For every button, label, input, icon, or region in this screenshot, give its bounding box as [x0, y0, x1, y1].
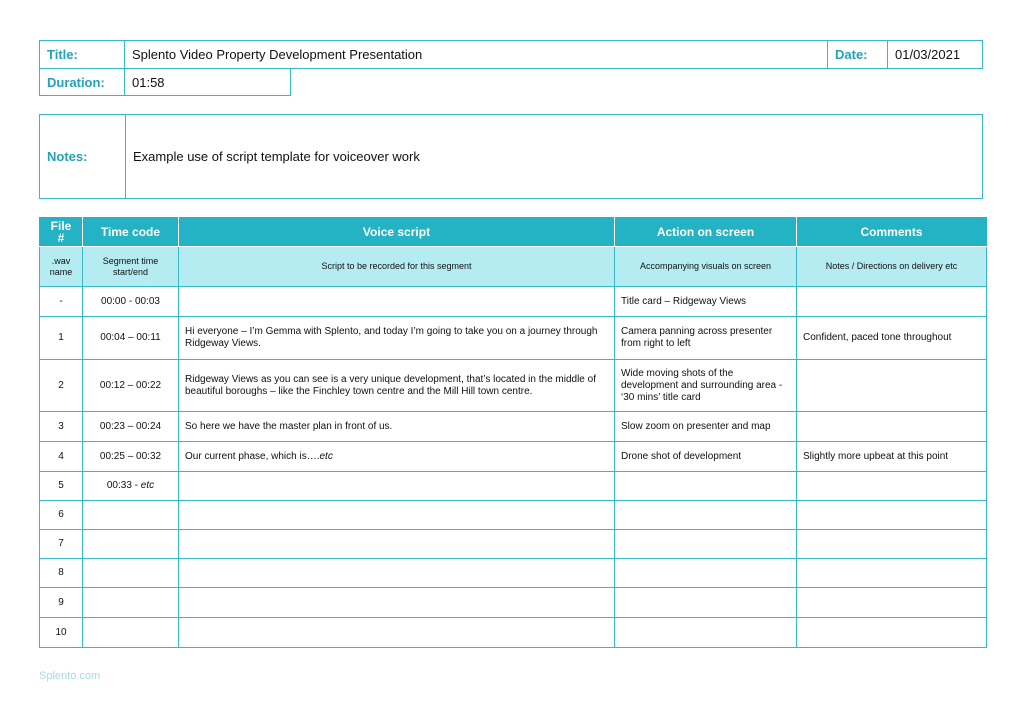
- col-header-action: Action on screen: [615, 218, 797, 247]
- file-cell[interactable]: 6: [40, 501, 83, 530]
- script-cell[interactable]: [179, 442, 615, 472]
- action-cell[interactable]: Camera panning across presenter from right to left: [615, 317, 797, 360]
- col-header-voice-script: Voice script: [179, 218, 615, 247]
- table-row: [40, 442, 987, 472]
- time-cell[interactable]: 00:23 – 00:24: [83, 412, 179, 442]
- table-row: [40, 317, 987, 360]
- time-cell[interactable]: [83, 559, 179, 588]
- notes-label: Notes:: [47, 149, 88, 164]
- notes-value[interactable]: Example use of script template for voiceover work: [133, 149, 420, 164]
- title-label: Title:: [47, 47, 78, 62]
- comment-cell[interactable]: [797, 559, 987, 588]
- script-table: [39, 217, 987, 648]
- time-cell[interactable]: 00:04 – 00:11: [83, 317, 179, 360]
- time-cell[interactable]: [83, 501, 179, 530]
- action-cell[interactable]: Drone shot of development: [615, 442, 797, 472]
- script-cell[interactable]: [179, 588, 615, 618]
- script-cell[interactable]: [179, 501, 615, 530]
- table-row: [40, 559, 987, 588]
- comment-cell[interactable]: [797, 530, 987, 559]
- comment-cell[interactable]: [797, 618, 987, 648]
- file-cell[interactable]: 4: [40, 442, 83, 472]
- comment-cell[interactable]: [797, 588, 987, 618]
- script-cell[interactable]: [179, 472, 615, 501]
- time-cell[interactable]: 00:00 - 00:03: [83, 287, 179, 317]
- time-text: 00:33 -: [106, 480, 141, 491]
- file-cell[interactable]: 5: [40, 472, 83, 501]
- date-label: Date:: [835, 47, 868, 62]
- table-row: [40, 588, 987, 618]
- file-cell[interactable]: 9: [40, 588, 83, 618]
- action-cell[interactable]: Wide moving shots of the development and surrounding area - ‘30 mins’ title card: [615, 360, 797, 412]
- time-etc: etc: [140, 480, 155, 491]
- action-cell[interactable]: [615, 559, 797, 588]
- comment-cell[interactable]: [797, 360, 987, 412]
- duration-value[interactable]: 01:58: [132, 74, 165, 90]
- comment-cell[interactable]: Slightly more upbeat at this point: [797, 442, 987, 472]
- script-cell[interactable]: [179, 287, 615, 317]
- action-cell[interactable]: Title card – Ridgeway Views: [615, 287, 797, 317]
- column-header-row: [40, 218, 987, 247]
- time-cell[interactable]: 00:25 – 00:32: [83, 442, 179, 472]
- time-cell[interactable]: 00:12 – 00:22: [83, 360, 179, 412]
- action-cell[interactable]: [615, 618, 797, 648]
- script-cell[interactable]: Ridgeway Views as you can see is a very unique development, that’s located in the middle of beautiful boroughs – like the Finchley town centre and the Mill Hill town centre.: [179, 360, 615, 412]
- time-cell[interactable]: [83, 472, 179, 501]
- script-cell[interactable]: Hi everyone – I’m Gemma with Splento, and today I’m going to take you on a journey through Ridgeway Views.: [179, 317, 615, 360]
- comment-cell[interactable]: [797, 501, 987, 530]
- title-row: [39, 40, 983, 69]
- notes-box: [39, 114, 983, 199]
- action-cell[interactable]: [615, 472, 797, 501]
- script-cell[interactable]: [179, 530, 615, 559]
- table-row: [40, 360, 987, 412]
- action-cell[interactable]: [615, 588, 797, 618]
- table-row: [40, 412, 987, 442]
- time-cell[interactable]: [83, 618, 179, 648]
- script-cell[interactable]: So here we have the master plan in front of us.: [179, 412, 615, 442]
- script-cell[interactable]: [179, 559, 615, 588]
- action-cell[interactable]: [615, 530, 797, 559]
- footer-brand: Splento.com: [39, 670, 101, 682]
- duration-label: Duration:: [47, 74, 105, 90]
- script-text: Our current phase, which is….: [185, 450, 320, 462]
- comment-cell[interactable]: Confident, paced tone throughout: [797, 317, 987, 360]
- col-header-timecode: Time code: [83, 218, 179, 247]
- duration-row: [39, 68, 291, 96]
- table-row: [40, 287, 987, 317]
- file-cell[interactable]: 2: [40, 360, 83, 412]
- comment-cell[interactable]: [797, 472, 987, 501]
- time-cell[interactable]: [83, 530, 179, 559]
- table-row: [40, 501, 987, 530]
- script-cell[interactable]: [179, 618, 615, 648]
- file-cell[interactable]: -: [40, 287, 83, 317]
- comment-cell[interactable]: [797, 287, 987, 317]
- subheader-action: Accompanying visuals on screen: [615, 247, 797, 287]
- col-header-comments: Comments: [797, 218, 987, 247]
- subheader-row: [40, 247, 987, 287]
- subheader-comments: Notes / Directions on delivery etc: [797, 247, 987, 287]
- title-value[interactable]: Splento Video Property Development Presentation: [132, 47, 423, 62]
- file-cell[interactable]: 1: [40, 317, 83, 360]
- action-cell[interactable]: [615, 501, 797, 530]
- script-etc: etc: [319, 450, 333, 462]
- file-cell[interactable]: 7: [40, 530, 83, 559]
- action-cell[interactable]: Slow zoom on presenter and map: [615, 412, 797, 442]
- date-value[interactable]: 01/03/2021: [895, 47, 961, 62]
- table-row: [40, 530, 987, 559]
- comment-cell[interactable]: [797, 412, 987, 442]
- table-row: [40, 618, 987, 648]
- subheader-timecode: Segment time start/end: [83, 247, 179, 287]
- table-row: [40, 472, 987, 501]
- col-header-file: File #: [40, 218, 83, 247]
- file-cell[interactable]: 3: [40, 412, 83, 442]
- file-cell[interactable]: 10: [40, 618, 83, 648]
- subheader-file: .wav name: [40, 247, 83, 287]
- subheader-voice-script: Script to be recorded for this segment: [179, 247, 615, 287]
- file-cell[interactable]: 8: [40, 559, 83, 588]
- time-cell[interactable]: [83, 588, 179, 618]
